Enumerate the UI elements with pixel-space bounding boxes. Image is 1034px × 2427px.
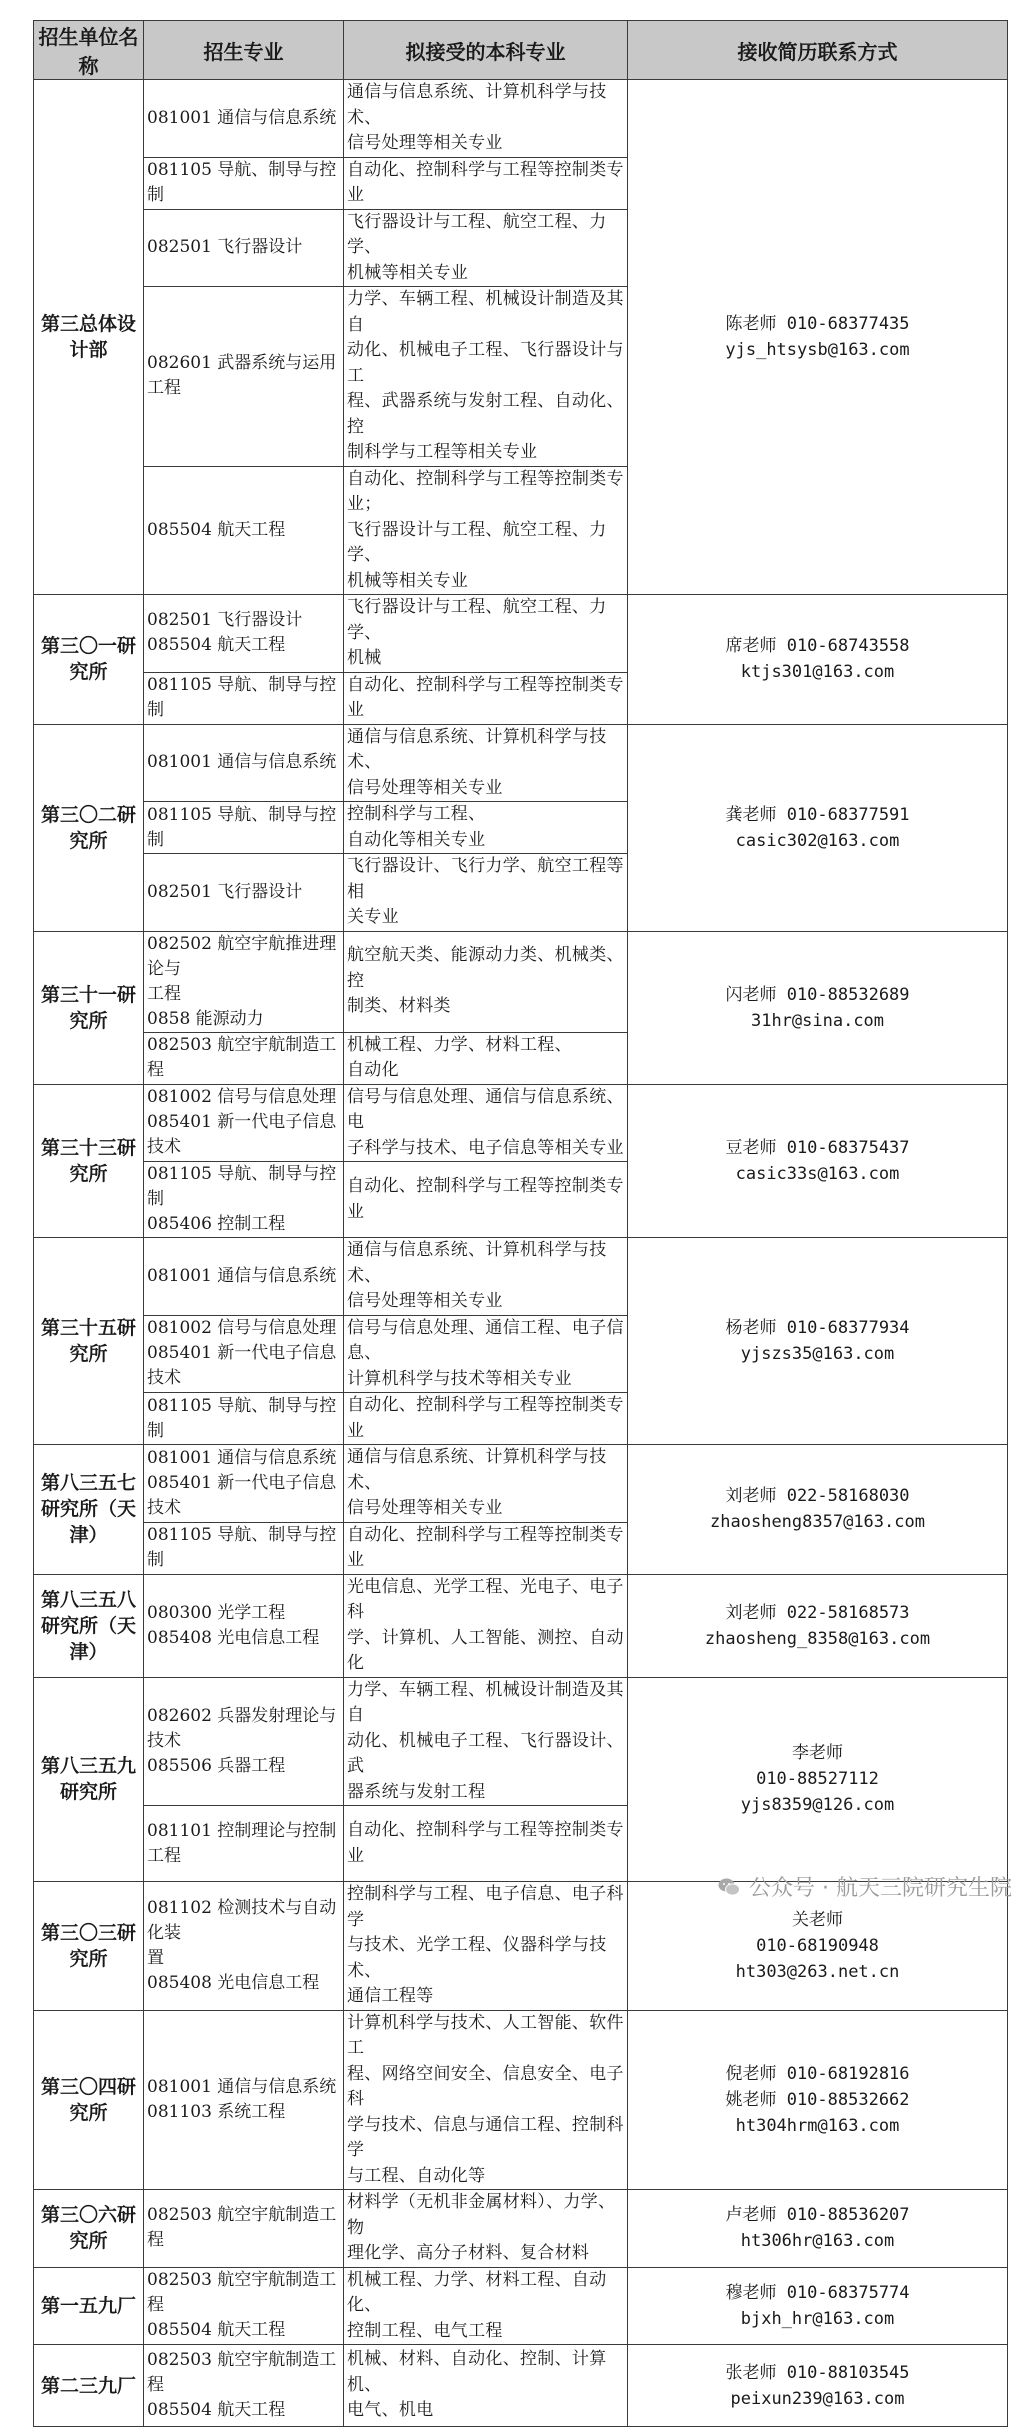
major-cell: 082601 武器系统与运用工程: [144, 287, 344, 467]
table-row: [34, 2190, 1008, 2268]
contact-cell: 张老师 010-88103545 peixun239@163.com: [628, 2345, 1008, 2427]
major-cell: 082503 航空宇航制造工程 085504 航天工程: [144, 2345, 344, 2427]
major-cell: 085504 航天工程: [144, 466, 344, 595]
unit-name: 第三十五研究所: [34, 1238, 144, 1445]
undergrad-cell: 通信与信息系统、计算机科学与技术、 信号处理等相关专业: [344, 724, 628, 802]
major-cell: 082602 兵器发射理论与技术 085506 兵器工程: [144, 1677, 344, 1806]
unit-name: 第三〇一研究所: [34, 595, 144, 725]
header-unit: 招生单位名称: [34, 21, 144, 80]
major-cell: 082502 航空宇航推进理论与 工程 0858 能源动力: [144, 931, 344, 1032]
table-row: [34, 2345, 1008, 2427]
unit-name: 第三总体设计部: [34, 80, 144, 595]
undergrad-cell: 自动化、控制科学与工程等控制类专业； 飞行器设计与工程、航空工程、力学、 机械等相关专业: [344, 466, 628, 595]
undergrad-cell: 机械工程、力学、材料工程、自动化、 控制工程、电气工程: [344, 2267, 628, 2345]
major-cell: 082503 航空宇航制造工程: [144, 2190, 344, 2268]
table-row: [34, 1238, 1008, 1316]
undergrad-cell: 光电信息、光学工程、光电子、电子科 学、计算机、人工智能、测控、自动化: [344, 1574, 628, 1677]
contact-cell: 刘老师 022-58168030 zhaosheng8357@163.com: [628, 1445, 1008, 1575]
undergrad-cell: 飞行器设计、飞行力学、航空工程等相 关专业: [344, 854, 628, 932]
header-contact: 接收简历联系方式: [628, 21, 1008, 80]
undergrad-cell: 自动化、控制科学与工程等控制类专业: [344, 1806, 628, 1882]
major-cell: 081105 导航、制导与控制 085406 控制工程: [144, 1162, 344, 1238]
undergrad-cell: 信号与信息处理、通信与信息系统、电 子科学与技术、电子信息等相关专业: [344, 1084, 628, 1162]
unit-name: 第二三九厂: [34, 2345, 144, 2427]
undergrad-cell: 计算机科学与技术、人工智能、软件工 程、网络空间安全、信息安全、电子科 学与技术、信息与通信工程、控制科学 与工程、自动化等: [344, 2010, 628, 2190]
unit-name: 第三十三研究所: [34, 1084, 144, 1238]
undergrad-cell: 通信与信息系统、计算机科学与技术、 信号处理等相关专业: [344, 1238, 628, 1316]
major-cell: 081002 信号与信息处理 085401 新一代电子信息技术: [144, 1084, 344, 1162]
contact-cell: 刘老师 022-58168573 zhaosheng_8358@163.com: [628, 1574, 1008, 1677]
undergrad-cell: 自动化、控制科学与工程等控制类专业: [344, 1162, 628, 1238]
table-header-row: [34, 21, 1008, 80]
undergrad-cell: 飞行器设计与工程、航空工程、力学、 机械: [344, 595, 628, 673]
major-cell: 082503 航空宇航制造工程: [144, 1032, 344, 1084]
major-cell: 081102 检测技术与自动化装 置 085408 光电信息工程: [144, 1882, 344, 2011]
undergrad-cell: 控制科学与工程、电子信息、电子科学 与技术、光学工程、仪器科学与技术、 通信工程等: [344, 1882, 628, 2011]
major-cell: 081105 导航、制导与控制: [144, 672, 344, 724]
unit-name: 第三〇六研究所: [34, 2190, 144, 2268]
undergrad-cell: 控制科学与工程、 自动化等相关专业: [344, 802, 628, 854]
table-body: [34, 80, 1008, 2427]
major-cell: 082503 航空宇航制造工程 085504 航天工程: [144, 2267, 344, 2345]
major-cell: 081101 控制理论与控制工程: [144, 1806, 344, 1882]
watermark: [717, 1871, 1012, 1902]
undergrad-cell: 机械、材料、自动化、控制、计算机、 电气、机电: [344, 2345, 628, 2427]
contact-cell: 陈老师 010-68377435 yjs_htsysb@163.com: [628, 80, 1008, 595]
table-row: [34, 931, 1008, 1032]
header-major: 招生专业: [144, 21, 344, 80]
undergrad-cell: 力学、车辆工程、机械设计制造及其自 动化、机械电子工程、飞行器设计与工 程、武器系统与发射工程、自动化、控 制科学与工程等相关专业: [344, 287, 628, 467]
contact-cell: 杨老师 010-68377934 yjszs35@163.com: [628, 1238, 1008, 1445]
contact-cell: 豆老师 010-68375437 casic33s@163.com: [628, 1084, 1008, 1238]
table-row: [34, 595, 1008, 673]
table-row: [34, 1084, 1008, 1162]
header-undergrad: 拟接受的本科专业: [344, 21, 628, 80]
undergrad-cell: 材料学（无机非金属材料）、力学、物 理化学、高分子材料、复合材料: [344, 2190, 628, 2268]
table-row: [34, 2010, 1008, 2190]
undergrad-cell: 航空航天类、能源动力类、机械类、控 制类、材料类: [344, 931, 628, 1032]
undergrad-cell: 信号与信息处理、通信工程、电子信息、 计算机科学与技术等相关专业: [344, 1315, 628, 1393]
unit-name: 第一五九厂: [34, 2267, 144, 2345]
undergrad-cell: 自动化、控制科学与工程等控制类专业: [344, 672, 628, 724]
table-row: [34, 80, 1008, 158]
undergrad-cell: 力学、车辆工程、机械设计制造及其自 动化、机械电子工程、飞行器设计、武 器系统与发射工程: [344, 1677, 628, 1806]
contact-cell: 穆老师 010-68375774 bjxh_hr@163.com: [628, 2267, 1008, 2345]
undergrad-cell: 自动化、控制科学与工程等控制类专业: [344, 1522, 628, 1574]
major-cell: 082501 飞行器设计 085504 航天工程: [144, 595, 344, 673]
table-row: [34, 2267, 1008, 2345]
major-cell: 080300 光学工程 085408 光电信息工程: [144, 1574, 344, 1677]
unit-name: 第三〇二研究所: [34, 724, 144, 931]
table-row: [34, 1445, 1008, 1523]
unit-name: 第三〇四研究所: [34, 2010, 144, 2190]
unit-name: 第八三五八 研究所（天津）: [34, 1574, 144, 1677]
contact-cell: 闪老师 010-88532689 31hr@sina.com: [628, 931, 1008, 1084]
undergrad-cell: 飞行器设计与工程、航空工程、力学、 机械等相关专业: [344, 209, 628, 287]
major-cell: 081001 通信与信息系统: [144, 80, 344, 158]
contact-cell: 李老师 010-88527112 yjs8359@126.com: [628, 1677, 1008, 1882]
major-cell: 081001 通信与信息系统 081103 系统工程: [144, 2010, 344, 2190]
major-cell: 081105 导航、制导与控制: [144, 1393, 344, 1445]
major-cell: 081002 信号与信息处理 085401 新一代电子信息技术: [144, 1315, 344, 1393]
unit-name: 第三〇三研究所: [34, 1882, 144, 2011]
recruitment-table: [33, 20, 1008, 2427]
major-cell: 081001 通信与信息系统: [144, 1238, 344, 1316]
contact-cell: 龚老师 010-68377591 casic302@163.com: [628, 724, 1008, 931]
unit-name: 第八三五七 研究所（天津）: [34, 1445, 144, 1575]
major-cell: 081105 导航、制导与控制: [144, 1522, 344, 1574]
table-row: [34, 724, 1008, 802]
table-row: [34, 1677, 1008, 1806]
major-cell: 081001 通信与信息系统 085401 新一代电子信息技术: [144, 1445, 344, 1523]
major-cell: 082501 飞行器设计: [144, 209, 344, 287]
contact-cell: 席老师 010-68743558 ktjs301@163.com: [628, 595, 1008, 725]
undergrad-cell: 通信与信息系统、计算机科学与技术、 信号处理等相关专业: [344, 80, 628, 158]
contact-cell: 倪老师 010-68192816 姚老师 010-88532662 ht304hrm@163.com: [628, 2010, 1008, 2190]
contact-cell: 卢老师 010-88536207 ht306hr@163.com: [628, 2190, 1008, 2268]
table-row: [34, 1574, 1008, 1677]
undergrad-cell: 机械工程、力学、材料工程、 自动化: [344, 1032, 628, 1084]
contact-cell: 关老师 010-68190948 ht303@263.net.cn: [628, 1882, 1008, 2011]
major-cell: 081105 导航、制导与控制: [144, 157, 344, 209]
wechat-icon: [717, 1875, 741, 1899]
undergrad-cell: 自动化、控制科学与工程等控制类专业: [344, 1393, 628, 1445]
unit-name: 第三十一研究所: [34, 931, 144, 1084]
undergrad-cell: 自动化、控制科学与工程等控制类专业: [344, 157, 628, 209]
major-cell: 082501 飞行器设计: [144, 854, 344, 932]
undergrad-cell: 通信与信息系统、计算机科学与技术、 信号处理等相关专业: [344, 1445, 628, 1523]
unit-name: 第八三五九 研究所: [34, 1677, 144, 1882]
major-cell: 081105 导航、制导与控制: [144, 802, 344, 854]
watermark-text: 公众号 · 航天三院研究生院: [749, 1876, 1012, 1901]
major-cell: 081001 通信与信息系统: [144, 724, 344, 802]
